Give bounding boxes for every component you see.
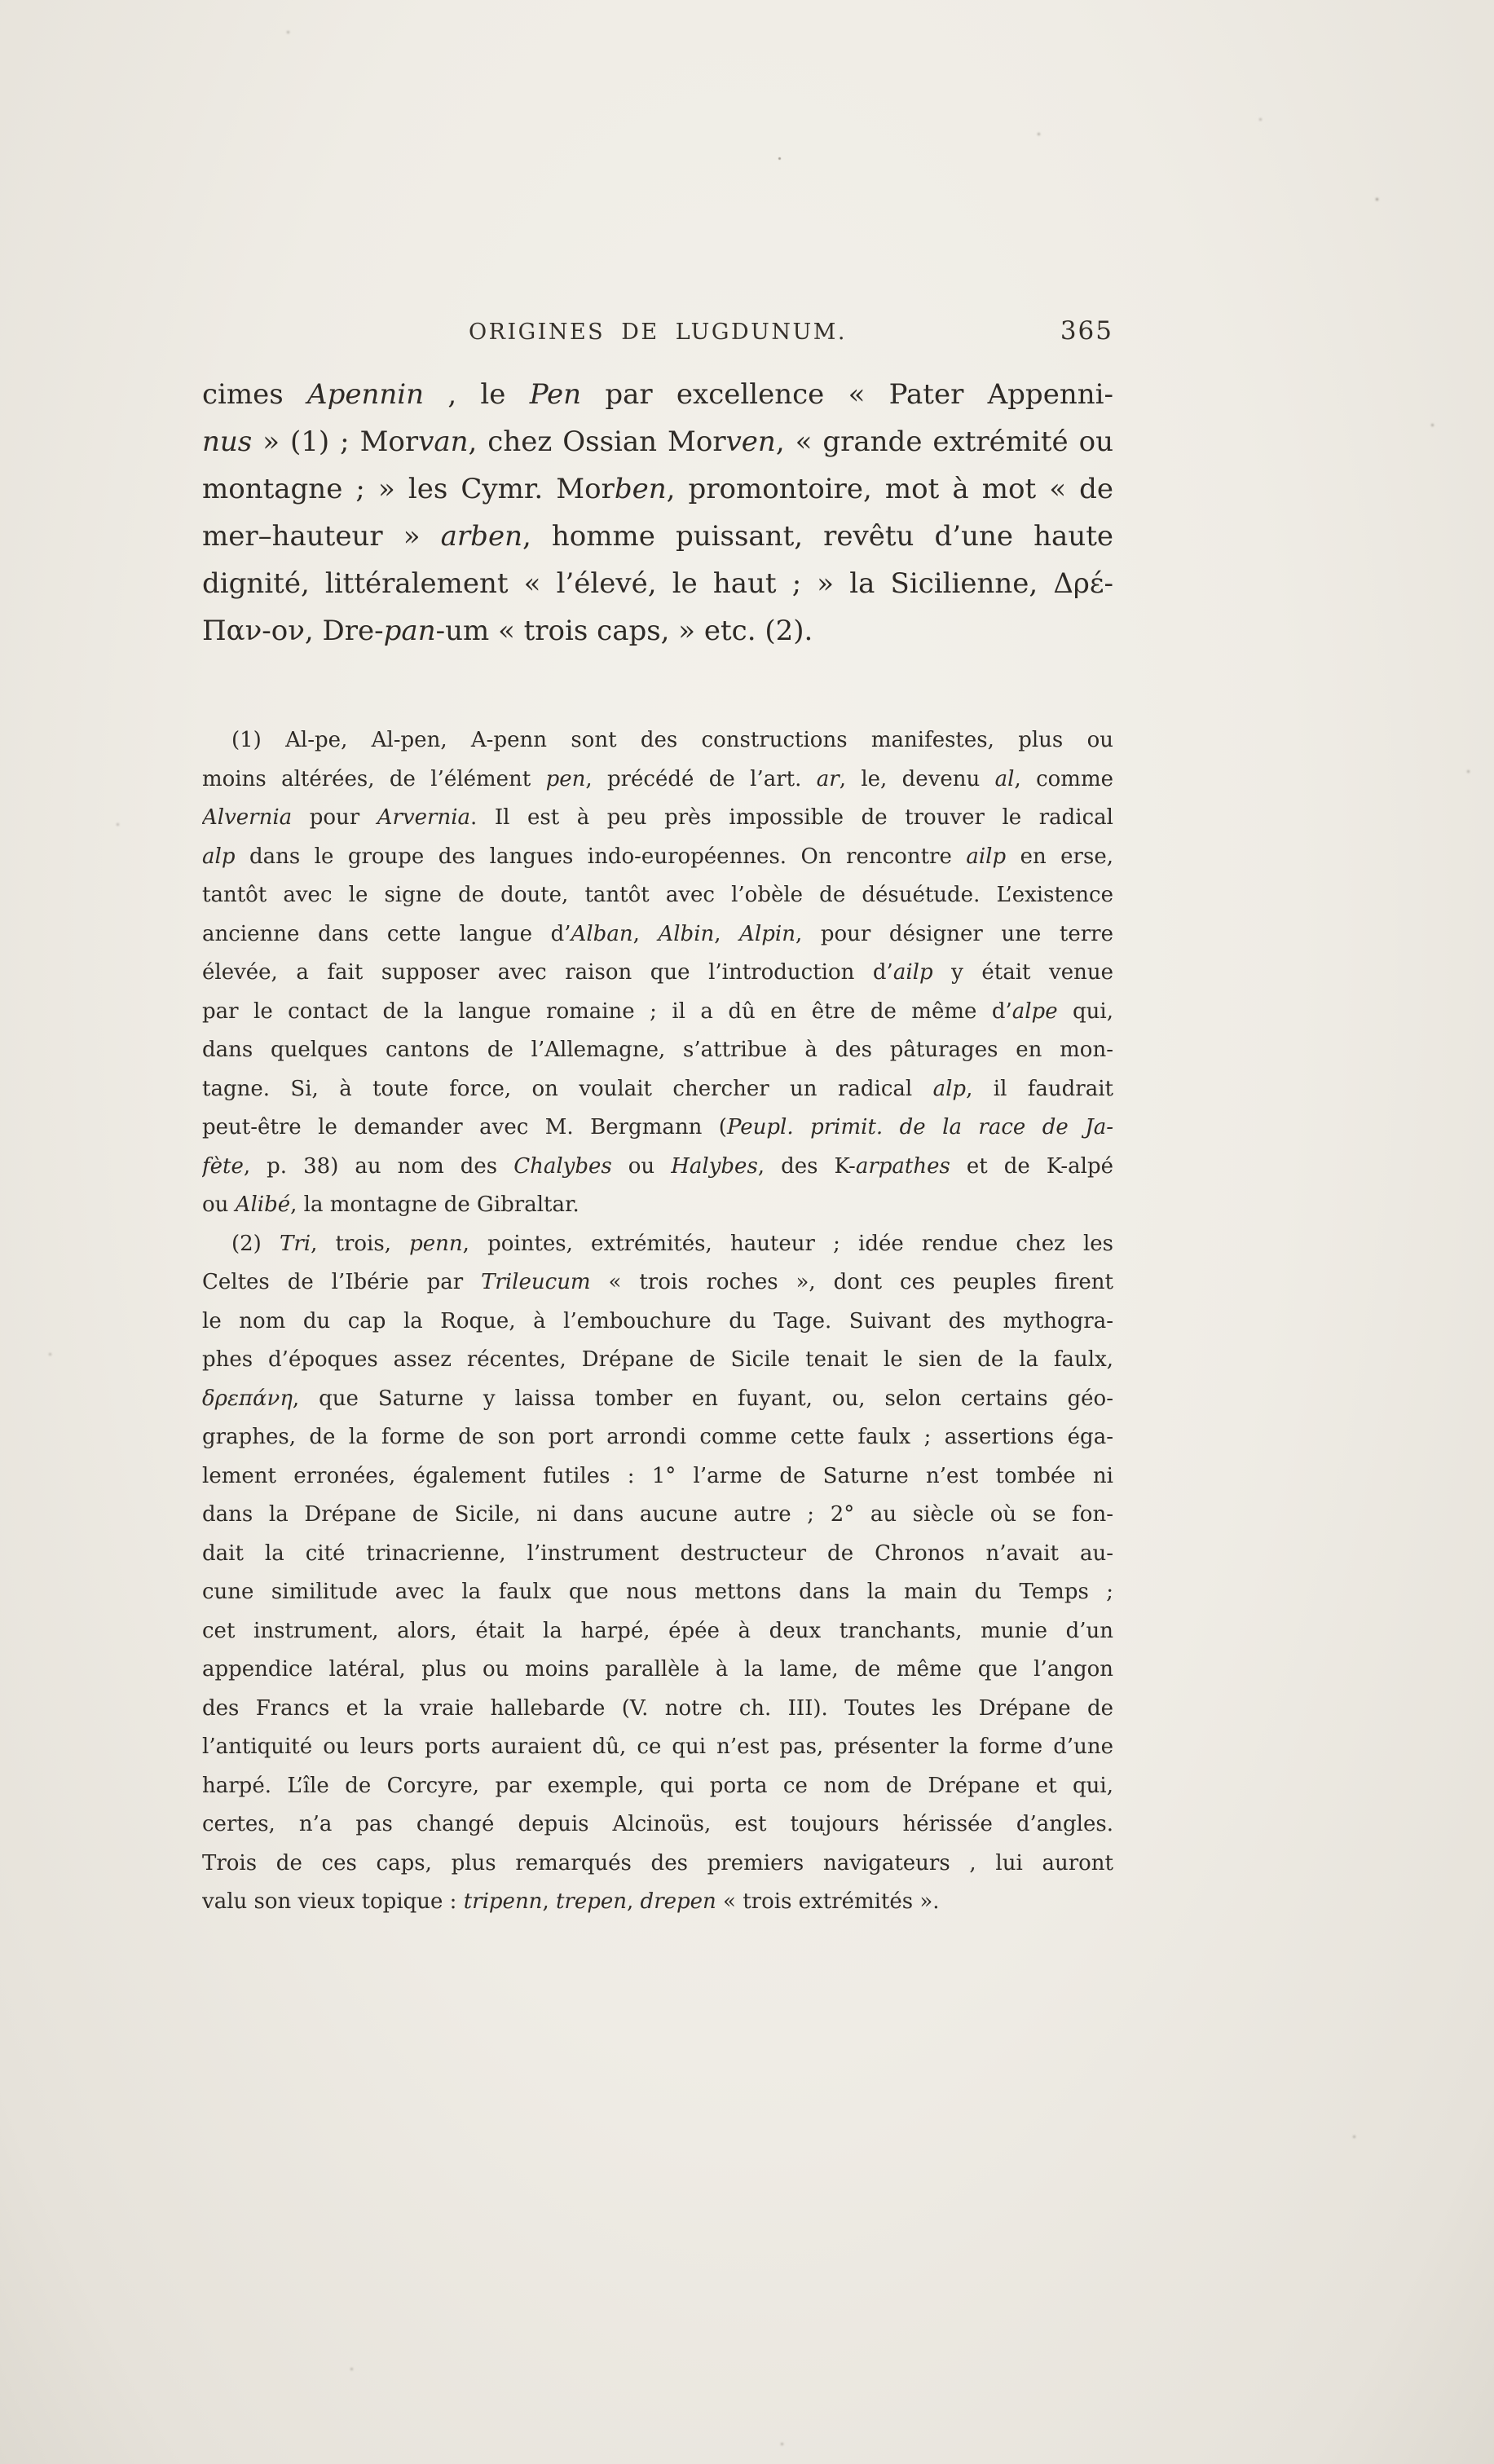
text-line: alp dans le groupe des langues indo-européennes. On rencontre ailp en erse, — [202, 844, 1113, 869]
text-line: par le contact de la langue romaine ; il a dû en être de même d’alpe qui, — [202, 998, 1113, 1024]
text-line: cimes Apennin , le Pen par excellence « Pater Appenni- — [202, 378, 1113, 411]
text-line: dans quelques cantons de l’Allemagne, s’attribue à des pâturages en mon- — [202, 1038, 1113, 1062]
text-line: graphes, de la forme de son port arrondi comme cette faulx ; assertions éga- — [202, 1425, 1113, 1449]
running-title: ORIGINES DE LUGDUNUM. — [468, 320, 847, 345]
text-line: dignité, littéralement « l’élevé, le haut ; » la Sicilienne, Δρέ- — [202, 567, 1113, 600]
page-number: 365 — [1060, 316, 1113, 346]
footnotes-section — [202, 721, 1113, 1922]
text-line: certes, n’a pas changé depuis Alcinoüs, est toujours hérissée d’angles. — [202, 1812, 1113, 1836]
text-line: dait la cité trinacrienne, l’instrument destructeur de Chronos n’avait au- — [202, 1541, 1113, 1566]
text-line: ou Alibé, la montagne de Gibraltar. — [202, 1192, 580, 1217]
text-line: le nom du cap la Roque, à l’embouchure du Tage. Suivant des mythogra- — [202, 1308, 1113, 1333]
text-line: harpé. L’île de Corcyre, par exemple, qui porta ce nom de Drépane et qui, — [202, 1773, 1113, 1798]
text-line: moins altérées, de l’élément pen, précédé de l’art. ar, le, devenu al, comme — [202, 766, 1113, 791]
page-content — [202, 316, 1113, 1922]
text-line: des Francs et la vraie hallebarde (V. notre ch. III). Toutes les Drépane de — [202, 1695, 1113, 1721]
text-line: montagne ; » les Cymr. Morben, promontoire, mot à mot « de — [202, 473, 1113, 505]
text-line: valu son vieux topique : tripenn, trepen, drepen « trois extrémités ». — [202, 1889, 940, 1914]
text-line: cune similitude avec la faulx que nous mettons dans la main du Temps ; — [202, 1580, 1113, 1604]
main-paragraph — [202, 371, 1113, 655]
footnote-1 — [202, 721, 1113, 1225]
page-header — [202, 316, 1113, 346]
footnote-2 — [202, 1225, 1113, 1922]
text-line: phes d’époques assez récentes, Drépane de Sicile tenait le sien de la faulx, — [202, 1347, 1113, 1372]
text-line: mer–hauteur » arben, homme puissant, revêtu d’une haute — [202, 520, 1113, 553]
text-line: (1) Al-pe, Al-pen, A-penn sont des constructions manifestes, plus ou — [231, 728, 1113, 752]
text-line: élevée, a fait supposer avec raison que l’introduction d’ailp y était venue — [202, 960, 1113, 985]
text-line: Trois de ces caps, plus remarqués des premiers navigateurs , lui auront — [202, 1850, 1113, 1876]
text-line: lement erronées, également futiles : 1° l’arme de Saturne n’est tombée ni — [202, 1463, 1113, 1488]
text-line: appendice latéral, plus ou moins parallèle à la lame, de même que l’angon — [202, 1657, 1113, 1682]
text-line: δρεπάνη, que Saturne y laissa tomber en fuyant, ou, selon certains géo- — [202, 1386, 1113, 1411]
page-speckles — [0, 0, 2, 2]
text-line: peut-être le demander avec M. Bergmann (Peupl. primit. de la race de Ja- — [202, 1115, 1113, 1139]
text-line: nus » (1) ; Morvan, chez Ossian Morven, « grande extrémité ou — [202, 425, 1113, 458]
text-line: Celtes de l’Ibérie par Trileucum « trois roches », dont ces peuples firent — [202, 1270, 1113, 1294]
text-line: (2) Tri, trois, penn, pointes, extrémités, hauteur ; idée rendue chez les — [231, 1231, 1113, 1256]
text-line: Alvernia pour Arvernia. Il est à peu près impossible de trouver le radical — [202, 805, 1113, 830]
text-line: Παν-ον, Dre-pan-um « trois caps, » etc. (2). — [202, 615, 813, 647]
text-line: tagne. Si, à toute force, on voulait chercher un radical alp, il faudrait — [202, 1076, 1113, 1101]
text-line: dans la Drépane de Sicile, ni dans aucune autre ; 2° au siècle où se fon- — [202, 1502, 1113, 1527]
text-line: cet instrument, alors, était la harpé, épée à deux tranchants, munie d’un — [202, 1618, 1113, 1643]
text-line: l’antiquité ou leurs ports auraient dû, ce qui n’est pas, présenter la forme d’une — [202, 1734, 1113, 1759]
text-line: tantôt avec le signe de doute, tantôt avec l’obèle de désuétude. L’existence — [202, 883, 1113, 907]
text-line: fète, p. 38) au nom des Chalybes ou Halybes, des K-arpathes et de K-alpé — [202, 1153, 1113, 1179]
text-line: ancienne dans cette langue d’Alban, Albin, Alpin, pour désigner une terre — [202, 921, 1113, 946]
